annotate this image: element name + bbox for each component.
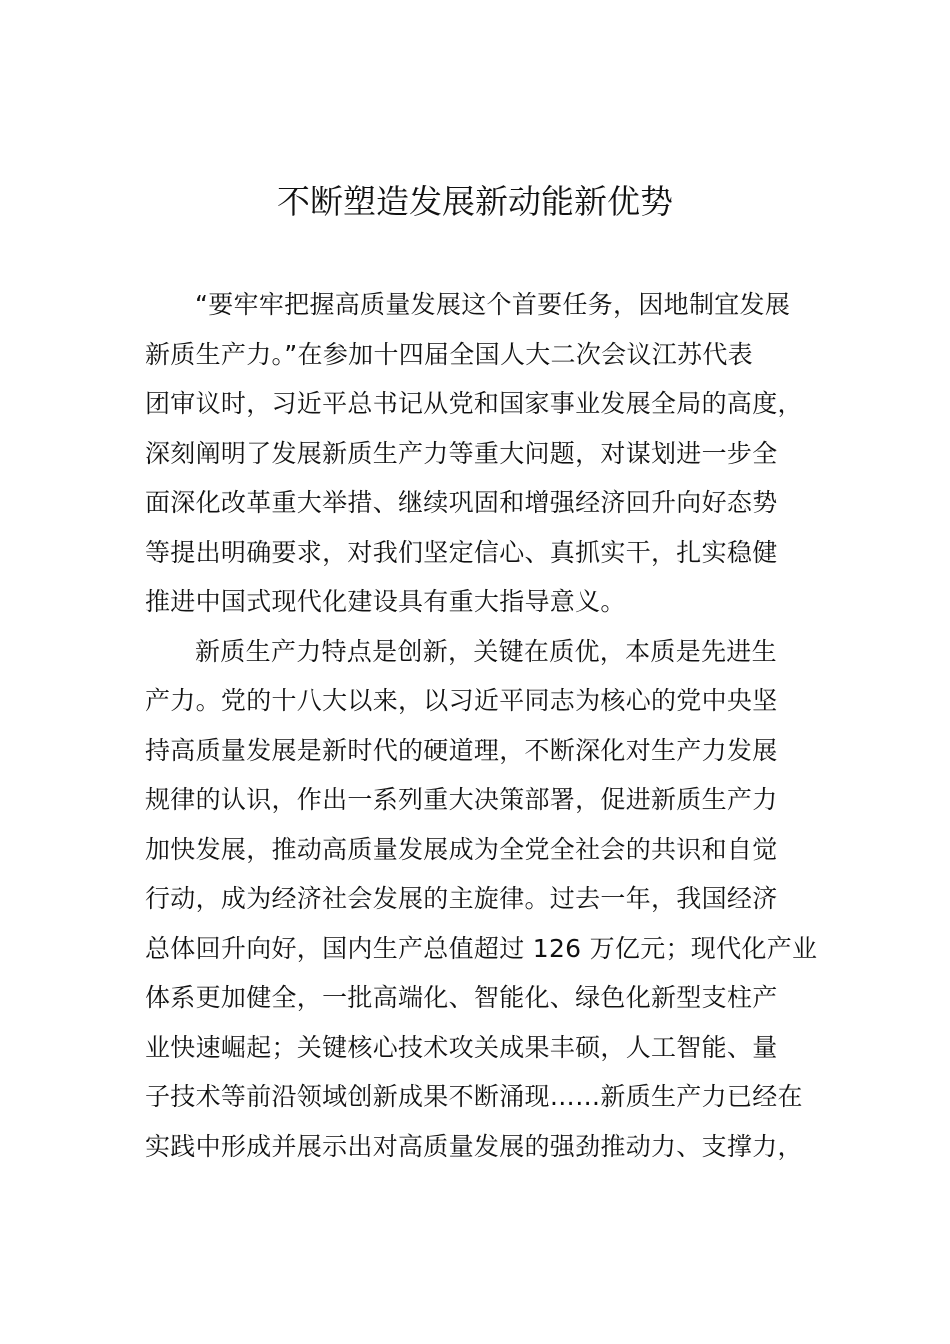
paragraph-line: 加快发展，推动高质量发展成为全党全社会的共识和自觉 (145, 834, 778, 864)
paragraph-line: 团审议时，习近平总书记从党和国家事业发展全局的高度， (145, 389, 803, 418)
paragraph-line: 子技术等前沿领域创新成果不断涌现……新质生产力已经在 (145, 1082, 803, 1111)
paragraph-line: 体系更加健全，一批高端化、智能化、绿色化新型支柱产 (145, 983, 778, 1012)
paragraph-line: 实践中形成并展示出对高质量发展的强劲推动力、支撑力， (145, 1131, 803, 1161)
paragraph-line: 推进中国式现代化建设具有重大指导意义。 (145, 587, 626, 616)
paragraph-line: 规律的认识，作出一系列重大决策部署，促进新质生产力 (145, 785, 778, 814)
paragraph-line: 新质生产力特点是创新，关键在质优，本质是先进生 (195, 636, 777, 666)
paragraph-line: 业快速崛起；关键核心技术攻关成果丰硕，人工智能、量 (145, 1032, 778, 1062)
paragraph-line: 深刻阐明了发展新质生产力等重大问题，对谋划进一步全 (145, 438, 778, 468)
document-body (145, 280, 825, 1171)
paragraph-line: 面深化改革重大举措、继续巩固和增强经济回升向好态势 (145, 488, 778, 517)
paragraph-line: 新质生产力。”在参加十四届全国人大二次会议江苏代表 (145, 339, 753, 369)
paragraph-line: 行动，成为经济社会发展的主旋律。过去一年，我国经济 (145, 884, 778, 913)
paragraph-line: 总体回升向好，国内生产总值超过 126 万亿元；现代化产业 (145, 933, 818, 963)
paragraph-line: “要牢牢把握高质量发展这个首要任务，因地制宜发展 (195, 290, 791, 319)
paragraph-line: 等提出明确要求，对我们坚定信心、真抓实干，扎实稳健 (145, 537, 778, 567)
document-title: 不断塑造发展新动能新优势 (277, 182, 673, 221)
paragraph-line: 持高质量发展是新时代的硬道理，不断深化对生产力发展 (145, 735, 778, 765)
paragraph-line: 产力。党的十八大以来，以习近平同志为核心的党中央坚 (145, 686, 778, 715)
